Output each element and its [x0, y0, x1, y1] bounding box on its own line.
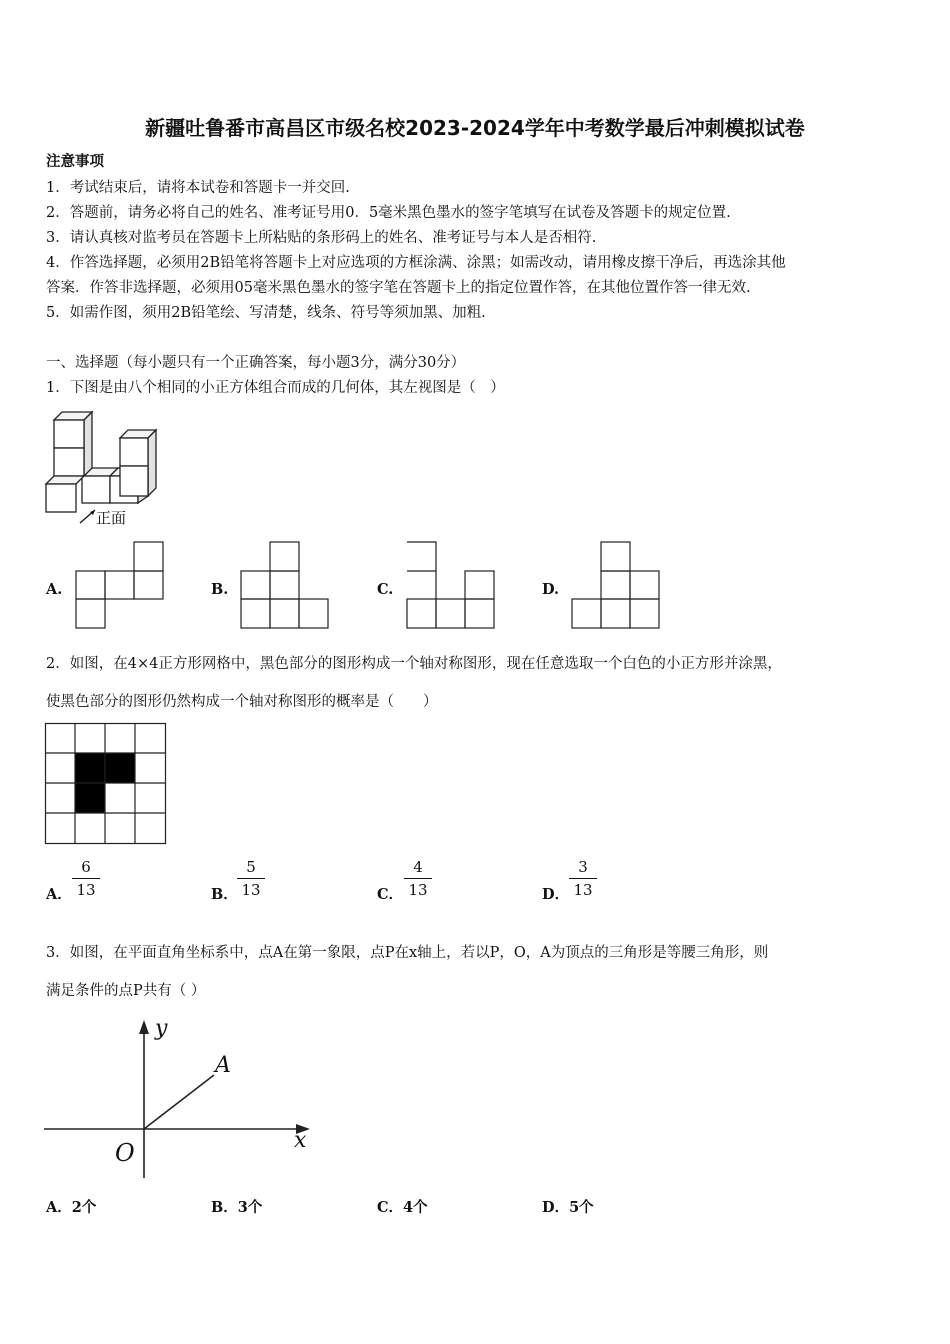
- notice-item: 答案．作答非选择题，必须用05毫米黑色墨水的签字笔在答题卡上的指定位置作答，在其他位置作答一律无效.: [46, 280, 751, 296]
- origin-label: O: [115, 1139, 135, 1167]
- q2-option-d-denominator: 13: [573, 881, 593, 899]
- q2-option-d-label: D．: [542, 886, 570, 903]
- q1-option-d-label: D.: [542, 581, 560, 598]
- q1-option-a-figure: [75, 541, 165, 629]
- question-3-text-line2: 满足条件的点P共有（ ）: [46, 983, 206, 999]
- q2-option-c-fraction: [404, 857, 432, 900]
- q2-option-a-fraction: [72, 857, 100, 900]
- q2-option-a-label: A．: [46, 886, 72, 903]
- q2-option-b-numerator: 5: [246, 858, 256, 876]
- notice-heading: 注意事项: [46, 153, 104, 170]
- q1-option-b-figure: [240, 541, 330, 629]
- y-axis-arrow-icon: [139, 1020, 149, 1034]
- front-label: 正面: [96, 509, 127, 527]
- point-a-label: A: [215, 1053, 231, 1078]
- q3-option-b: B．3个: [211, 1199, 263, 1216]
- q1-option-b-label: B.: [211, 581, 229, 598]
- q2-option-b-fraction: [237, 857, 265, 900]
- question-2-text-line2: 使黑色部分的图形仍然构成一个轴对称图形的概率是（ ）: [46, 694, 438, 710]
- q2-option-a-numerator: 6: [81, 858, 91, 876]
- q1-option-a-label: A.: [46, 581, 63, 598]
- question-1-text: 1．下图是由八个相同的小正方体组合而成的几何体，其左视图是（ ）: [46, 380, 505, 396]
- q2-option-c-numerator: 4: [413, 858, 423, 876]
- notice-item: 1．考试结束后，请将本试卷和答题卡一并交回.: [46, 180, 350, 196]
- q2-option-a-denominator: 13: [76, 881, 96, 899]
- segment-oa: [144, 1075, 214, 1129]
- q3-coordinate-figure: [44, 1018, 319, 1183]
- q3-option-a: A．2个: [46, 1199, 97, 1216]
- q1-option-c-label: C.: [377, 581, 394, 598]
- q3-option-c: C．4个: [377, 1199, 428, 1216]
- q2-option-b-denominator: 13: [241, 881, 261, 899]
- section-heading: 一、选择题（每小题只有一个正确答案，每小题3分，满分30分）: [46, 355, 466, 371]
- q2-option-d-fraction: [569, 857, 597, 900]
- q1-option-c-figure: [406, 541, 496, 629]
- q2-option-c-denominator: 13: [408, 881, 428, 899]
- question-2-text-line1: 2．如图，在4×4正方形网格中，黑色部分的图形构成一个轴对称图形，现在任意选取一个白色的小正方形并涂黑，: [46, 656, 782, 672]
- notice-item: 3．请认真核对监考员在答题卡上所粘贴的条形码上的姓名、准考证号与本人是否相符.: [46, 230, 597, 246]
- q2-grid-figure: [45, 723, 166, 844]
- q2-option-b-label: B．: [211, 886, 238, 903]
- q2-option-d-numerator: 3: [578, 858, 588, 876]
- notice-item: 2．答题前，请务必将自己的姓名、准考证号用0．5毫米黑色墨水的签字笔填写在试卷及答题卡的规定位置.: [46, 205, 731, 221]
- page-title: 新疆吐鲁番市高昌区市级名校2023-2024学年中考数学最后冲刺模拟试卷: [145, 116, 805, 140]
- y-axis-label: y: [155, 1016, 168, 1041]
- x-axis-label: x: [294, 1128, 307, 1153]
- q1-option-d-figure: [571, 541, 661, 629]
- notice-item: 4．作答选择题，必须用2B铅笔将答题卡上对应选项的方框涂满、涂黑；如需改动，请用橡皮擦干净后，再选涂其他: [46, 255, 786, 271]
- notice-item: 5．如需作图，须用2B铅笔绘、写清楚，线条、符号等须加黑、加粗.: [46, 305, 486, 321]
- q2-option-c-label: C．: [377, 886, 404, 903]
- q3-option-d: D．5个: [542, 1199, 594, 1216]
- question-3-text-line1: 3．如图，在平面直角坐标系中，点A在第一象限，点P在x轴上，若以P，O，A为顶点的三角形是等腰三角形，则: [46, 945, 769, 961]
